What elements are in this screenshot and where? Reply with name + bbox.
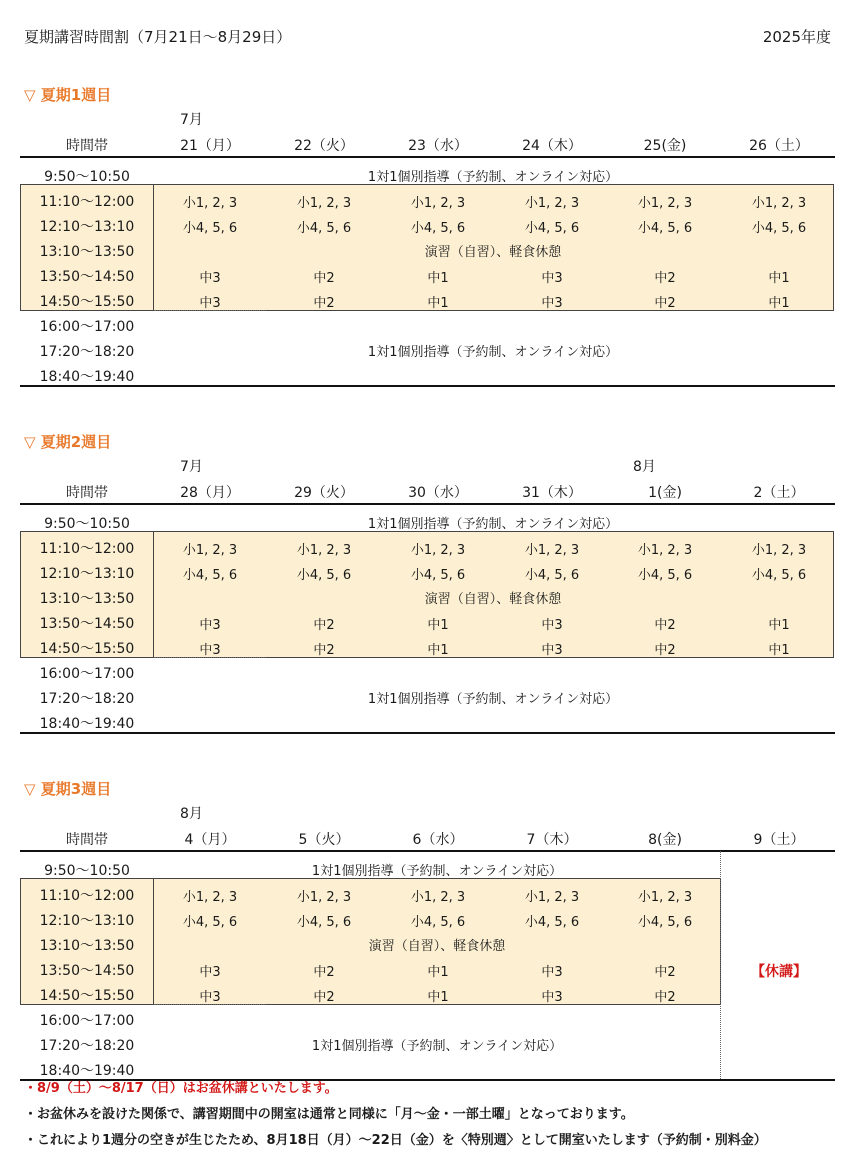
day-header: 23（水） [408,138,468,154]
class-cell-middle: 中2 [313,965,335,980]
class-cell-elementary-upper: 小4, 5, 6 [524,915,580,930]
day-header: 1(金) [648,485,682,501]
class-cell-elementary-lower: 小1, 2, 3 [182,196,238,211]
day-header: 8(金) [648,832,682,848]
class-cell-middle: 中3 [199,618,221,633]
header-rule [20,503,835,505]
class-cell-middle: 中2 [654,643,676,658]
class-cell-middle: 中2 [313,990,335,1005]
class-cell-middle: 中1 [427,990,449,1005]
online-tutoring-row: 1対1個別指導（予約制、オンライン対応） [367,170,619,185]
day-header: 2（土） [753,485,805,501]
class-cell-elementary-upper: 小4, 5, 6 [410,915,466,930]
time-slot: 11:10〜12:00 [39,888,135,904]
day-header: 26（土） [749,138,809,154]
month-label: 7月 [180,112,203,128]
class-cell-middle: 中3 [199,296,221,311]
class-cell-middle: 中2 [654,296,676,311]
class-cell-middle: 中1 [768,618,790,633]
class-cell-middle: 中3 [541,643,563,658]
time-slot: 14:50〜15:50 [39,988,135,1004]
time-slot: 13:50〜14:50 [39,616,135,632]
time-slot: 18:40〜19:40 [39,1063,135,1079]
class-cell-elementary-upper: 小4, 5, 6 [751,221,807,236]
class-cell-elementary-upper: 小4, 5, 6 [637,915,693,930]
day-header: 7（木） [526,832,578,848]
class-cell-middle: 中1 [427,296,449,311]
class-cell-elementary-lower: 小1, 2, 3 [410,890,466,905]
header-rule [20,850,835,852]
class-cell-middle: 中3 [199,990,221,1005]
closed-label: 【休講】 [751,964,807,980]
class-cell-elementary-upper: 小4, 5, 6 [296,915,352,930]
day-header: 25(金) [643,138,687,154]
day-header: 9（土） [753,832,805,848]
time-slot: 17:20〜18:20 [39,344,135,360]
online-tutoring-row: 1対1個別指導（予約制、オンライン対応） [311,864,563,879]
band-divider [153,184,154,311]
self-study-row: 演習（自習）、軽食休憩 [424,245,562,260]
class-cell-elementary-lower: 小1, 2, 3 [524,890,580,905]
class-cell-elementary-lower: 小1, 2, 3 [182,543,238,558]
time-slot: 17:20〜18:20 [39,691,135,707]
class-cell-middle: 中3 [541,618,563,633]
time-slot: 14:50〜15:50 [39,641,135,657]
class-cell-elementary-upper: 小4, 5, 6 [410,221,466,236]
document-title: 夏期講習時間割（7月21日〜8月29日） [24,28,292,46]
time-column-header: 時間帯 [66,485,108,501]
self-study-row: 演習（自習）、軽食休憩 [424,592,562,607]
note-obon-closure: ・8/9（土）〜8/17（日）はお盆休講といたします。 [24,1081,338,1096]
class-cell-middle: 中3 [199,965,221,980]
class-cell-middle: 中2 [654,271,676,286]
class-cell-elementary-lower: 小1, 2, 3 [182,890,238,905]
time-slot: 13:50〜14:50 [39,963,135,979]
day-header: 4（月） [184,832,236,848]
class-cell-middle: 中2 [313,296,335,311]
time-slot: 9:50〜10:50 [44,863,130,879]
class-cell-elementary-lower: 小1, 2, 3 [637,543,693,558]
fiscal-year: 2025年度 [762,28,831,46]
class-cell-elementary-upper: 小4, 5, 6 [524,221,580,236]
month-label: 8月 [633,459,656,475]
class-cell-elementary-upper: 小4, 5, 6 [182,221,238,236]
class-cell-middle: 中3 [541,296,563,311]
closed-column-separator [720,851,721,1079]
time-slot: 14:50〜15:50 [39,294,135,310]
class-cell-middle: 中1 [427,271,449,286]
time-slot: 16:00〜17:00 [39,666,135,682]
time-slot: 12:10〜13:10 [39,913,135,929]
class-cell-elementary-lower: 小1, 2, 3 [637,196,693,211]
time-slot: 9:50〜10:50 [44,169,130,185]
month-label: 7月 [180,459,203,475]
class-cell-middle: 中1 [427,618,449,633]
time-slot: 13:50〜14:50 [39,269,135,285]
band-divider [153,878,154,1005]
online-tutoring-row: 1対1個別指導（予約制、オンライン対応） [367,345,619,360]
class-cell-elementary-lower: 小1, 2, 3 [410,543,466,558]
class-cell-elementary-upper: 小4, 5, 6 [410,568,466,583]
class-cell-middle: 中3 [199,643,221,658]
class-cell-middle: 中1 [768,296,790,311]
time-column-header: 時間帯 [66,832,108,848]
day-header: 5（火） [298,832,350,848]
online-tutoring-row: 1対1個別指導（予約制、オンライン対応） [367,692,619,707]
class-cell-elementary-lower: 小1, 2, 3 [751,543,807,558]
class-cell-elementary-upper: 小4, 5, 6 [637,221,693,236]
class-cell-elementary-lower: 小1, 2, 3 [410,196,466,211]
day-header: 31（木） [522,485,582,501]
time-slot: 17:20〜18:20 [39,1038,135,1054]
table-bottom-rule [20,732,835,734]
table-bottom-rule [20,385,835,387]
online-tutoring-row: 1対1個別指導（予約制、オンライン対応） [311,1039,563,1054]
time-slot: 16:00〜17:00 [39,1013,135,1029]
band-divider [153,531,154,658]
time-slot: 18:40〜19:40 [39,369,135,385]
class-cell-middle: 中2 [313,271,335,286]
day-header: 29（火） [294,485,354,501]
class-cell-elementary-lower: 小1, 2, 3 [296,196,352,211]
time-column-header: 時間帯 [66,138,108,154]
class-cell-middle: 中2 [654,618,676,633]
time-slot: 12:10〜13:10 [39,566,135,582]
class-cell-middle: 中3 [541,965,563,980]
class-cell-elementary-upper: 小4, 5, 6 [524,568,580,583]
day-header: 22（火） [294,138,354,154]
class-cell-middle: 中1 [768,643,790,658]
class-cell-elementary-lower: 小1, 2, 3 [637,890,693,905]
class-cell-elementary-upper: 小4, 5, 6 [296,221,352,236]
day-header: 30（水） [408,485,468,501]
time-slot: 16:00〜17:00 [39,319,135,335]
time-slot: 12:10〜13:10 [39,219,135,235]
time-slot: 9:50〜10:50 [44,516,130,532]
day-header: 6（水） [412,832,464,848]
class-cell-elementary-lower: 小1, 2, 3 [751,196,807,211]
time-slot: 13:10〜13:50 [39,938,135,954]
time-slot: 13:10〜13:50 [39,591,135,607]
day-header: 24（木） [522,138,582,154]
class-cell-middle: 中1 [427,965,449,980]
class-cell-elementary-upper: 小4, 5, 6 [182,568,238,583]
self-study-row: 演習（自習）、軽食休憩 [368,939,506,954]
class-cell-middle: 中2 [313,618,335,633]
class-cell-middle: 中3 [541,990,563,1005]
note-special-week: ・これにより1週分の空きが生じたため、8月18日（月）〜22日（金）を〈特別週〉として開室いたします（予約制・別料金） [24,1133,767,1148]
day-header: 21（月） [180,138,240,154]
class-cell-elementary-lower: 小1, 2, 3 [524,543,580,558]
class-cell-middle: 中1 [768,271,790,286]
time-slot: 13:10〜13:50 [39,244,135,260]
header-rule [20,156,835,158]
class-cell-elementary-upper: 小4, 5, 6 [751,568,807,583]
month-label: 8月 [180,806,203,822]
class-cell-elementary-upper: 小4, 5, 6 [296,568,352,583]
week-title: ▽ 夏期1週目 [24,86,112,104]
week-title: ▽ 夏期3週目 [24,780,112,798]
class-cell-elementary-lower: 小1, 2, 3 [296,543,352,558]
class-cell-elementary-lower: 小1, 2, 3 [296,890,352,905]
class-cell-middle: 中3 [541,271,563,286]
class-cell-middle: 中2 [313,643,335,658]
class-cell-middle: 中2 [654,965,676,980]
class-cell-elementary-lower: 小1, 2, 3 [524,196,580,211]
class-cell-elementary-upper: 小4, 5, 6 [182,915,238,930]
day-header: 28（月） [180,485,240,501]
class-cell-middle: 中1 [427,643,449,658]
time-slot: 18:40〜19:40 [39,716,135,732]
time-slot: 11:10〜12:00 [39,541,135,557]
class-cell-middle: 中2 [654,990,676,1005]
class-cell-middle: 中3 [199,271,221,286]
week-title: ▽ 夏期2週目 [24,433,112,451]
time-slot: 11:10〜12:00 [39,194,135,210]
note-opening-days: ・お盆休みを設けた関係で、講習期間中の開室は通常と同様に「月〜金・一部土曜」となっております。 [24,1107,634,1122]
online-tutoring-row: 1対1個別指導（予約制、オンライン対応） [367,517,619,532]
class-cell-elementary-upper: 小4, 5, 6 [637,568,693,583]
